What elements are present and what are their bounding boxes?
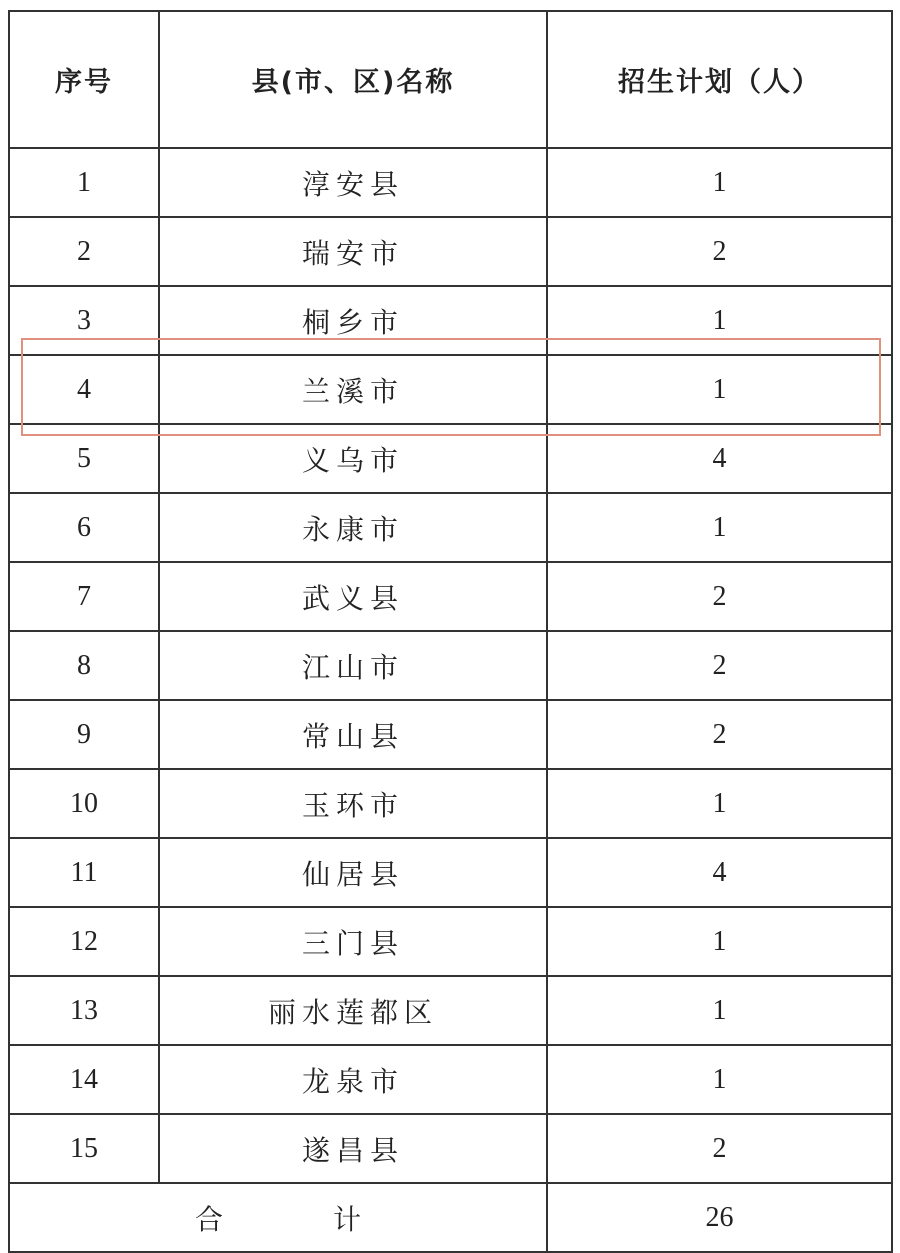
plan-count-cell: 1: [547, 355, 892, 424]
header-serial-number: 序号: [9, 11, 159, 148]
plan-count-cell: 2: [547, 562, 892, 631]
serial-number-cell: 10: [9, 769, 159, 838]
county-name-cell: 江山市: [159, 631, 547, 700]
table-row: [9, 493, 892, 562]
county-name-cell: 桐乡市: [159, 286, 547, 355]
serial-number-cell: 14: [9, 1045, 159, 1114]
plan-count-cell: 2: [547, 217, 892, 286]
serial-number-cell: 4: [9, 355, 159, 424]
total-label-right: 计: [333, 1202, 362, 1236]
total-label-cell: [9, 1183, 547, 1252]
serial-number-cell: 5: [9, 424, 159, 493]
county-name-cell: 常山县: [159, 700, 547, 769]
header-county-name: 县(市、区)名称: [159, 11, 547, 148]
plan-count-cell: 1: [547, 907, 892, 976]
plan-count-cell: 1: [547, 286, 892, 355]
plan-count-cell: 4: [547, 424, 892, 493]
county-name-cell: 武义县: [159, 562, 547, 631]
serial-number-cell: 1: [9, 148, 159, 217]
serial-number-cell: 13: [9, 976, 159, 1045]
county-name-cell: 遂昌县: [159, 1114, 547, 1183]
plan-count-cell: 1: [547, 769, 892, 838]
plan-count-cell: 1: [547, 148, 892, 217]
county-name-cell: 丽水莲都区: [159, 976, 547, 1045]
table-row: [9, 424, 892, 493]
serial-number-cell: 3: [9, 286, 159, 355]
serial-number-cell: 9: [9, 700, 159, 769]
total-row: [9, 1183, 892, 1252]
serial-number-cell: 12: [9, 907, 159, 976]
serial-number-cell: 11: [9, 838, 159, 907]
table-row: [9, 769, 892, 838]
enrollment-plan-table: [8, 10, 893, 1253]
plan-count-cell: 1: [547, 493, 892, 562]
plan-count-cell: 2: [547, 1114, 892, 1183]
plan-count-cell: 1: [547, 976, 892, 1045]
table-row: [9, 976, 892, 1045]
table-row: [9, 1114, 892, 1183]
plan-count-cell: 2: [547, 631, 892, 700]
county-name-cell: 三门县: [159, 907, 547, 976]
serial-number-cell: 15: [9, 1114, 159, 1183]
county-name-cell: 龙泉市: [159, 1045, 547, 1114]
table-row: [9, 217, 892, 286]
plan-count-cell: 4: [547, 838, 892, 907]
table-row-highlighted: [9, 355, 892, 424]
table-row: [9, 907, 892, 976]
enrollment-plan-table-wrapper: [8, 10, 891, 1253]
serial-number-cell: 6: [9, 493, 159, 562]
county-name-cell: 仙居县: [159, 838, 547, 907]
table-row: [9, 148, 892, 217]
county-name-cell: 玉环市: [159, 769, 547, 838]
county-name-cell: 义乌市: [159, 424, 547, 493]
serial-number-cell: 2: [9, 217, 159, 286]
table-row: [9, 838, 892, 907]
table-header-row: [9, 11, 892, 148]
table-row: [9, 700, 892, 769]
county-name-cell: 永康市: [159, 493, 547, 562]
header-enrollment-plan: 招生计划（人）: [547, 11, 892, 148]
table-row: [9, 286, 892, 355]
serial-number-cell: 7: [9, 562, 159, 631]
county-name-cell: 兰溪市: [159, 355, 547, 424]
table-row: [9, 1045, 892, 1114]
table-row: [9, 631, 892, 700]
plan-count-cell: 1: [547, 1045, 892, 1114]
plan-count-cell: 2: [547, 700, 892, 769]
total-label-left: 合: [194, 1202, 223, 1236]
county-name-cell: 瑞安市: [159, 217, 547, 286]
county-name-cell: 淳安县: [159, 148, 547, 217]
table-row: [9, 562, 892, 631]
serial-number-cell: 8: [9, 631, 159, 700]
total-value-cell: 26: [547, 1183, 892, 1252]
